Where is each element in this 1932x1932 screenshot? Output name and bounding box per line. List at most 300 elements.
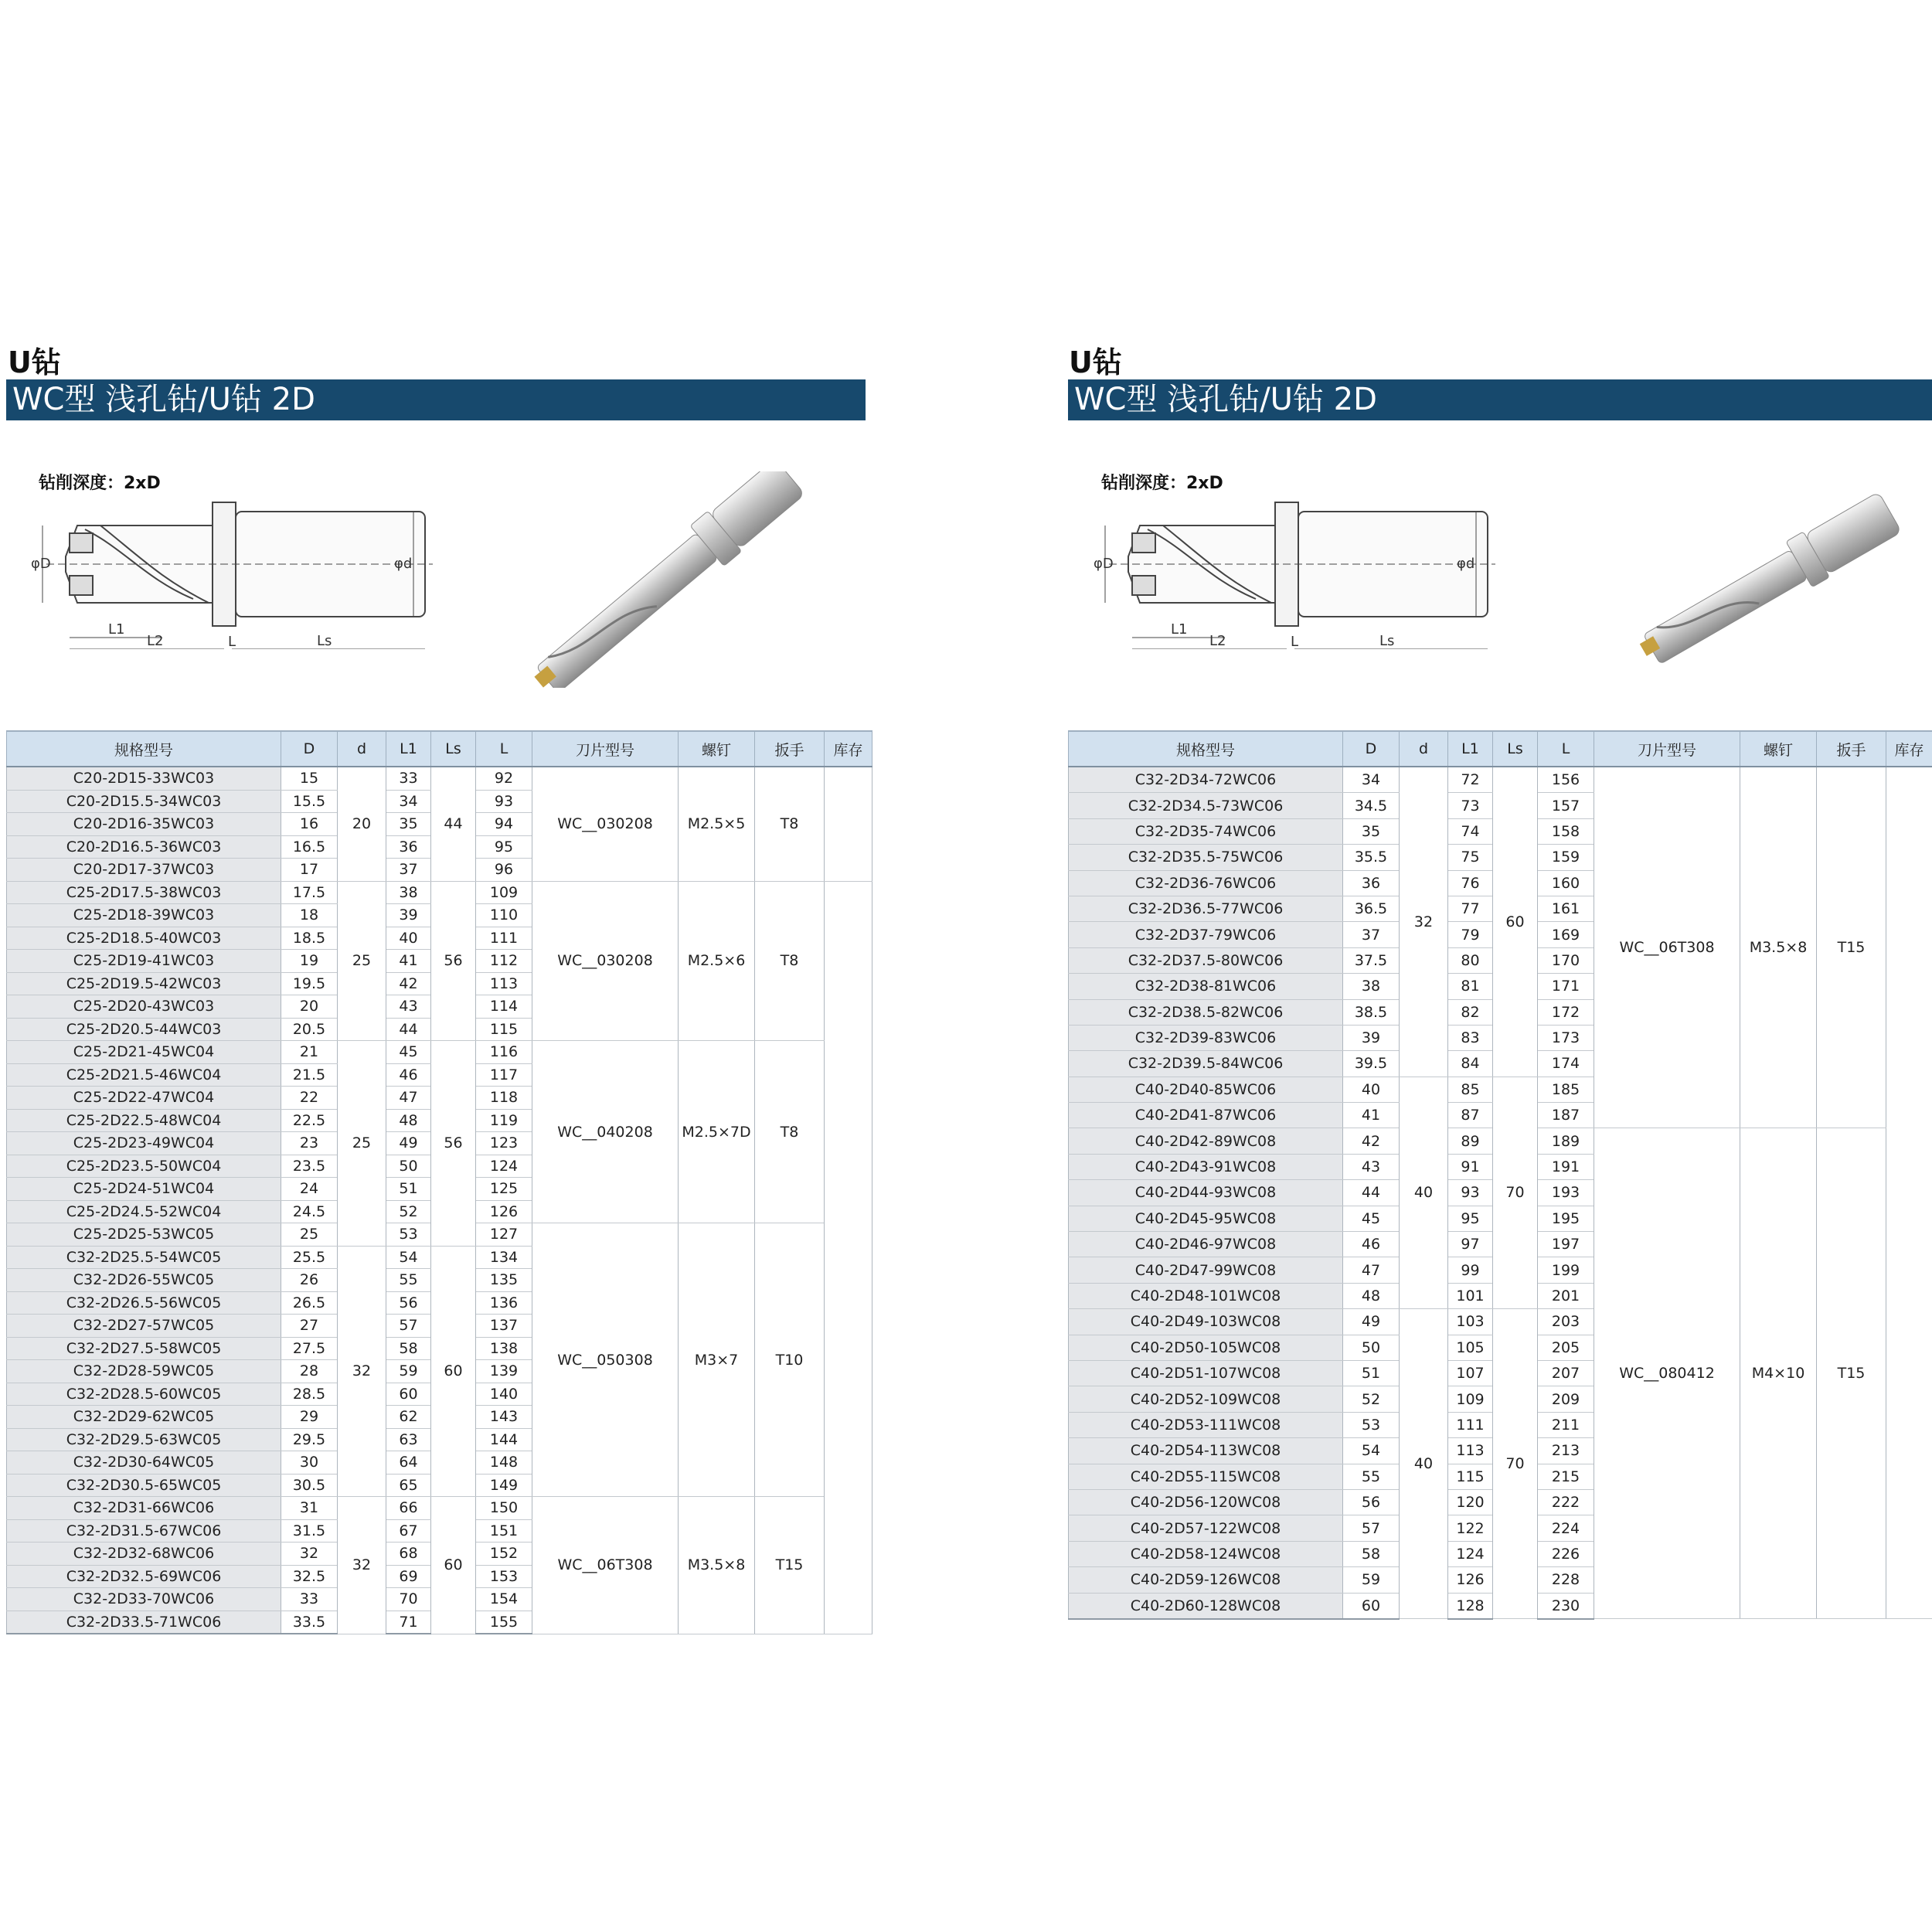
L1-cell: 58 — [386, 1337, 431, 1360]
L1-cell: 60 — [386, 1383, 431, 1406]
phi-D-label: φD — [31, 556, 51, 572]
model-cell: C25-2D21.5-46WC04 — [7, 1063, 281, 1087]
drilling-depth-label: 钻削深度：2xD — [1101, 474, 1223, 493]
phi-D-label: φD — [1094, 556, 1114, 572]
D-cell: 23.5 — [281, 1155, 338, 1178]
L1-cell: 43 — [386, 995, 431, 1019]
D-cell: 38 — [1343, 974, 1400, 999]
L-cell: 144 — [476, 1428, 532, 1451]
model-cell: C40-2D53-111WC08 — [1069, 1412, 1343, 1437]
model-cell: C25-2D20.5-44WC03 — [7, 1018, 281, 1041]
D-cell: 23 — [281, 1132, 338, 1155]
screw-cell: M2.5×6 — [679, 881, 755, 1041]
L1-cell: 62 — [386, 1406, 431, 1429]
L-cell: 157 — [1538, 793, 1594, 818]
phi-d-label: φd — [394, 556, 413, 572]
model-cell: C32-2D33-70WC06 — [7, 1588, 281, 1611]
D-cell: 25 — [281, 1223, 338, 1247]
model-cell: C40-2D46-97WC08 — [1069, 1232, 1343, 1257]
L-cell: 161 — [1538, 896, 1594, 921]
L1-cell: 54 — [386, 1246, 431, 1269]
table-row — [1069, 767, 1932, 793]
phi-d-label: φd — [1457, 556, 1475, 572]
Ls-label: Ls — [1379, 633, 1395, 649]
D-cell: 33.5 — [281, 1611, 338, 1634]
L-cell: 215 — [1538, 1464, 1594, 1489]
model-cell: C40-2D48-101WC08 — [1069, 1283, 1343, 1308]
insert-cell: WC__06T308 — [532, 1497, 679, 1634]
L1-cell: 71 — [386, 1611, 431, 1634]
model-cell: C40-2D52-109WC08 — [1069, 1386, 1343, 1412]
L1-cell: 83 — [1448, 1025, 1493, 1050]
L1-cell: 49 — [386, 1132, 431, 1155]
header-screw: 螺钉 — [1740, 731, 1817, 767]
D-cell: 57 — [1343, 1515, 1400, 1541]
d-cell: 32 — [1400, 767, 1448, 1077]
header-L1: L1 — [1448, 731, 1493, 767]
L1-cell: 33 — [386, 767, 431, 790]
L-cell: 155 — [476, 1611, 532, 1634]
D-cell: 22.5 — [281, 1109, 338, 1132]
L-cell: 125 — [476, 1178, 532, 1201]
L-cell: 96 — [476, 859, 532, 882]
L-cell: 126 — [476, 1200, 532, 1223]
table-row — [7, 1497, 872, 1520]
section-kicker: U钻 — [1069, 345, 1122, 379]
L-cell: 151 — [476, 1519, 532, 1543]
model-cell: C40-2D47-99WC08 — [1069, 1257, 1343, 1283]
insert-cell: WC__050308 — [532, 1223, 679, 1497]
L-cell: 124 — [476, 1155, 532, 1178]
L-cell: 135 — [476, 1269, 532, 1292]
L-cell: 160 — [1538, 870, 1594, 896]
L-cell: 209 — [1538, 1386, 1594, 1412]
D-cell: 36.5 — [1343, 896, 1400, 921]
D-cell: 30.5 — [281, 1474, 338, 1497]
L1-cell: 42 — [386, 972, 431, 995]
model-cell: C32-2D30.5-65WC05 — [7, 1474, 281, 1497]
insert-cell: WC__030208 — [532, 767, 679, 881]
L-cell: 109 — [476, 881, 532, 904]
L1-cell: 47 — [386, 1087, 431, 1110]
L-cell: 172 — [1538, 999, 1594, 1025]
wrench-cell: T10 — [755, 1223, 825, 1497]
wrench-cell: T15 — [1817, 767, 1886, 1128]
header-insert: 刀片型号 — [532, 731, 679, 767]
model-cell: C40-2D42-89WC08 — [1069, 1128, 1343, 1154]
header-Ls: Ls — [1493, 731, 1538, 767]
L1-cell: 55 — [386, 1269, 431, 1292]
D-cell: 28.5 — [281, 1383, 338, 1406]
model-cell: C32-2D32.5-69WC06 — [7, 1565, 281, 1588]
L1-cell: 53 — [386, 1223, 431, 1247]
L1-cell: 89 — [1448, 1128, 1493, 1154]
L1-cell: 77 — [1448, 896, 1493, 921]
D-cell: 17.5 — [281, 881, 338, 904]
L1-cell: 99 — [1448, 1257, 1493, 1283]
D-cell: 34 — [1343, 767, 1400, 793]
model-cell: C25-2D24.5-52WC04 — [7, 1200, 281, 1223]
L-cell: 92 — [476, 767, 532, 790]
header-D: D — [281, 731, 338, 767]
L1-cell: 51 — [386, 1178, 431, 1201]
L1-cell: 76 — [1448, 870, 1493, 896]
D-cell: 45 — [1343, 1206, 1400, 1231]
L1-cell: 107 — [1448, 1360, 1493, 1386]
Ls-cell: 60 — [1493, 767, 1538, 1077]
L-cell: 174 — [1538, 1051, 1594, 1077]
D-cell: 48 — [1343, 1283, 1400, 1308]
drill-dimension-diagram — [31, 495, 440, 649]
table-row — [7, 881, 872, 904]
model-cell: C25-2D20-43WC03 — [7, 995, 281, 1019]
model-cell: C32-2D31-66WC06 — [7, 1497, 281, 1520]
Ls-label: Ls — [317, 633, 332, 649]
model-cell: C40-2D54-113WC08 — [1069, 1438, 1343, 1464]
L-cell: 197 — [1538, 1232, 1594, 1257]
D-cell: 16.5 — [281, 835, 338, 859]
L-cell: 170 — [1538, 947, 1594, 973]
L1-cell: 93 — [1448, 1180, 1493, 1206]
screw-cell: M2.5×5 — [679, 767, 755, 881]
L-cell: 205 — [1538, 1335, 1594, 1360]
model-cell: C32-2D27.5-58WC05 — [7, 1337, 281, 1360]
D-cell: 44 — [1343, 1180, 1400, 1206]
model-cell: C32-2D34-72WC06 — [1069, 767, 1343, 793]
L1-cell: 75 — [1448, 845, 1493, 870]
L-cell: 95 — [476, 835, 532, 859]
model-cell: C32-2D26.5-56WC05 — [7, 1291, 281, 1315]
model-cell: C40-2D50-105WC08 — [1069, 1335, 1343, 1360]
L-cell: 116 — [476, 1041, 532, 1064]
L1-cell: 39 — [386, 904, 431, 927]
L1-cell: 113 — [1448, 1438, 1493, 1464]
model-cell: C32-2D28.5-60WC05 — [7, 1383, 281, 1406]
L1-cell: 91 — [1448, 1154, 1493, 1179]
D-cell: 41 — [1343, 1103, 1400, 1128]
L-label: L — [228, 634, 236, 649]
D-cell: 39.5 — [1343, 1051, 1400, 1077]
model-cell: C32-2D29.5-63WC05 — [7, 1428, 281, 1451]
D-cell: 47 — [1343, 1257, 1400, 1283]
wrench-cell: T8 — [755, 1041, 825, 1223]
L1-cell: 44 — [386, 1018, 431, 1041]
L-cell: 137 — [476, 1315, 532, 1338]
model-cell: C32-2D36.5-77WC06 — [1069, 896, 1343, 921]
L-cell: 115 — [476, 1018, 532, 1041]
model-cell: C32-2D37.5-80WC06 — [1069, 947, 1343, 973]
L-cell: 113 — [476, 972, 532, 995]
L1-cell: 34 — [386, 790, 431, 813]
L-cell: 173 — [1538, 1025, 1594, 1050]
L-cell: 193 — [1538, 1180, 1594, 1206]
L1-cell: 79 — [1448, 922, 1493, 947]
D-cell: 49 — [1343, 1309, 1400, 1335]
D-cell: 27.5 — [281, 1337, 338, 1360]
L-cell: 140 — [476, 1383, 532, 1406]
header-wrench: 扳手 — [755, 731, 825, 767]
D-cell: 27 — [281, 1315, 338, 1338]
model-cell: C25-2D23.5-50WC04 — [7, 1155, 281, 1178]
L-cell: 169 — [1538, 922, 1594, 947]
D-cell: 18.5 — [281, 927, 338, 950]
L-cell: 110 — [476, 904, 532, 927]
D-cell: 43 — [1343, 1154, 1400, 1179]
D-cell: 53 — [1343, 1412, 1400, 1437]
L-cell: 134 — [476, 1246, 532, 1269]
L-cell: 143 — [476, 1406, 532, 1429]
L1-cell: 68 — [386, 1543, 431, 1566]
D-cell: 42 — [1343, 1128, 1400, 1154]
D-cell: 35 — [1343, 818, 1400, 844]
L-cell: 119 — [476, 1109, 532, 1132]
insert-cell: WC__030208 — [532, 881, 679, 1041]
model-cell: C40-2D49-103WC08 — [1069, 1309, 1343, 1335]
L1-cell: 38 — [386, 881, 431, 904]
L-cell: 114 — [476, 995, 532, 1019]
D-cell: 37 — [1343, 922, 1400, 947]
L1-cell: 101 — [1448, 1283, 1493, 1308]
u-drill-photo — [495, 471, 835, 688]
D-cell: 34.5 — [1343, 793, 1400, 818]
stock-cell — [825, 881, 872, 1634]
model-cell: C32-2D38-81WC06 — [1069, 974, 1343, 999]
header-d: d — [338, 731, 386, 767]
D-cell: 15.5 — [281, 790, 338, 813]
L-cell: 153 — [476, 1565, 532, 1588]
D-cell: 16 — [281, 813, 338, 836]
model-cell: C32-2D35-74WC06 — [1069, 818, 1343, 844]
model-cell: C40-2D51-107WC08 — [1069, 1360, 1343, 1386]
screw-cell: M3×7 — [679, 1223, 755, 1497]
L-cell: 152 — [476, 1543, 532, 1566]
L1-cell: 82 — [1448, 999, 1493, 1025]
L1-cell: 48 — [386, 1109, 431, 1132]
model-cell: C25-2D24-51WC04 — [7, 1178, 281, 1201]
model-cell: C25-2D21-45WC04 — [7, 1041, 281, 1064]
model-cell: C32-2D25.5-54WC05 — [7, 1246, 281, 1269]
D-cell: 19.5 — [281, 972, 338, 995]
L-cell: 187 — [1538, 1103, 1594, 1128]
D-cell: 35.5 — [1343, 845, 1400, 870]
model-cell: C40-2D45-95WC08 — [1069, 1206, 1343, 1231]
L1-cell: 65 — [386, 1474, 431, 1497]
D-cell: 19 — [281, 950, 338, 973]
model-cell: C20-2D16-35WC03 — [7, 813, 281, 836]
L-cell: 149 — [476, 1474, 532, 1497]
header-Ls: Ls — [431, 731, 476, 767]
D-cell: 51 — [1343, 1360, 1400, 1386]
D-cell: 60 — [1343, 1593, 1400, 1619]
L-cell: 139 — [476, 1360, 532, 1383]
catalog-page-right — [966, 0, 1932, 1932]
model-cell: C20-2D15-33WC03 — [7, 767, 281, 790]
model-cell: C32-2D28-59WC05 — [7, 1360, 281, 1383]
header-D: D — [1343, 731, 1400, 767]
L1-cell: 40 — [386, 927, 431, 950]
L1-cell: 57 — [386, 1315, 431, 1338]
Ls-cell: 60 — [431, 1497, 476, 1634]
L-cell: 111 — [476, 927, 532, 950]
L-cell: 117 — [476, 1063, 532, 1087]
L1-cell: 56 — [386, 1291, 431, 1315]
L-cell: 201 — [1538, 1283, 1594, 1308]
L-cell: 191 — [1538, 1154, 1594, 1179]
L-cell: 138 — [476, 1337, 532, 1360]
L2-label: L2 — [1209, 633, 1226, 649]
stock-cell — [825, 767, 872, 881]
model-cell: C25-2D18.5-40WC03 — [7, 927, 281, 950]
model-cell: C32-2D29-62WC05 — [7, 1406, 281, 1429]
section-title-bar: WC型 浅孔钻/U钻 2D — [6, 379, 866, 420]
section-title-bar: WC型 浅孔钻/U钻 2D — [1068, 379, 1932, 420]
D-cell: 46 — [1343, 1232, 1400, 1257]
D-cell: 29 — [281, 1406, 338, 1429]
model-cell: C20-2D17-37WC03 — [7, 859, 281, 882]
L1-cell: 95 — [1448, 1206, 1493, 1231]
D-cell: 39 — [1343, 1025, 1400, 1050]
model-cell: C40-2D55-115WC08 — [1069, 1464, 1343, 1489]
D-cell: 20 — [281, 995, 338, 1019]
L1-cell: 80 — [1448, 947, 1493, 973]
header-insert: 刀片型号 — [1594, 731, 1740, 767]
L-cell: 154 — [476, 1588, 532, 1611]
Ls-cell: 56 — [431, 881, 476, 1041]
L1-cell: 46 — [386, 1063, 431, 1087]
wrench-cell: T15 — [1817, 1128, 1886, 1619]
L1-cell: 74 — [1448, 818, 1493, 844]
D-cell: 58 — [1343, 1541, 1400, 1566]
D-cell: 25.5 — [281, 1246, 338, 1269]
model-cell: C25-2D17.5-38WC03 — [7, 881, 281, 904]
screw-cell: M3.5×8 — [1740, 767, 1817, 1128]
D-cell: 31 — [281, 1497, 338, 1520]
wrench-cell: T8 — [755, 767, 825, 881]
D-cell: 15 — [281, 767, 338, 790]
L1-cell: 109 — [1448, 1386, 1493, 1412]
spec-table-left — [6, 730, 872, 1634]
model-cell: C32-2D39-83WC06 — [1069, 1025, 1343, 1050]
model-cell: C32-2D26-55WC05 — [7, 1269, 281, 1292]
L1-cell: 66 — [386, 1497, 431, 1520]
L-cell: 123 — [476, 1132, 532, 1155]
D-cell: 18 — [281, 904, 338, 927]
L-cell: 189 — [1538, 1128, 1594, 1154]
drill-dimension-diagram — [1094, 495, 1503, 649]
L-cell: 195 — [1538, 1206, 1594, 1231]
D-cell: 28 — [281, 1360, 338, 1383]
L-cell: 171 — [1538, 974, 1594, 999]
D-cell: 20.5 — [281, 1018, 338, 1041]
L1-cell: 52 — [386, 1200, 431, 1223]
insert-cell: WC__06T308 — [1594, 767, 1740, 1128]
D-cell: 36 — [1343, 870, 1400, 896]
L-cell: 203 — [1538, 1309, 1594, 1335]
D-cell: 33 — [281, 1588, 338, 1611]
section-kicker: U钻 — [8, 345, 61, 379]
D-cell: 24 — [281, 1178, 338, 1201]
header-L: L — [476, 731, 532, 767]
insert-cell: WC__040208 — [532, 1041, 679, 1223]
header-stock: 库存 — [825, 731, 872, 767]
L1-cell: 37 — [386, 859, 431, 882]
screw-cell: M2.5×7D — [679, 1041, 755, 1223]
D-cell: 59 — [1343, 1567, 1400, 1593]
L-cell: 226 — [1538, 1541, 1594, 1566]
d-cell: 25 — [338, 1041, 386, 1247]
stock-cell — [1886, 767, 1932, 1619]
L1-label: L1 — [1171, 621, 1188, 638]
L2-label: L2 — [147, 633, 164, 649]
D-cell: 24.5 — [281, 1200, 338, 1223]
D-cell: 29.5 — [281, 1428, 338, 1451]
d-cell: 32 — [338, 1497, 386, 1634]
L-label: L — [1291, 634, 1299, 649]
L1-cell: 122 — [1448, 1515, 1493, 1541]
L1-cell: 128 — [1448, 1593, 1493, 1619]
model-cell: C40-2D41-87WC06 — [1069, 1103, 1343, 1128]
model-cell: C32-2D32-68WC06 — [7, 1543, 281, 1566]
header-model: 规格型号 — [7, 731, 281, 767]
L-cell: 112 — [476, 950, 532, 973]
D-cell: 32.5 — [281, 1565, 338, 1588]
model-cell: C40-2D57-122WC08 — [1069, 1515, 1343, 1541]
header-L1: L1 — [386, 731, 431, 767]
insert-cell: WC__080412 — [1594, 1128, 1740, 1619]
L1-cell: 97 — [1448, 1232, 1493, 1257]
table-row — [7, 767, 872, 790]
L1-label: L1 — [108, 621, 125, 638]
L-cell: 230 — [1538, 1593, 1594, 1619]
D-cell: 37.5 — [1343, 947, 1400, 973]
model-cell: C25-2D22-47WC04 — [7, 1087, 281, 1110]
L1-cell: 85 — [1448, 1077, 1493, 1102]
D-cell: 30 — [281, 1451, 338, 1475]
L-cell: 228 — [1538, 1567, 1594, 1593]
model-cell: C40-2D56-120WC08 — [1069, 1489, 1343, 1515]
model-cell: C32-2D34.5-73WC06 — [1069, 793, 1343, 818]
L-cell: 207 — [1538, 1360, 1594, 1386]
model-cell: C32-2D27-57WC05 — [7, 1315, 281, 1338]
model-cell: C25-2D22.5-48WC04 — [7, 1109, 281, 1132]
L-cell: 148 — [476, 1451, 532, 1475]
D-cell: 55 — [1343, 1464, 1400, 1489]
L1-cell: 120 — [1448, 1489, 1493, 1515]
model-cell: C32-2D38.5-82WC06 — [1069, 999, 1343, 1025]
model-cell: C32-2D35.5-75WC06 — [1069, 845, 1343, 870]
L-cell: 158 — [1538, 818, 1594, 844]
wrench-cell: T8 — [755, 881, 825, 1041]
d-cell: 32 — [338, 1246, 386, 1497]
L1-cell: 105 — [1448, 1335, 1493, 1360]
L1-cell: 73 — [1448, 793, 1493, 818]
d-cell: 25 — [338, 881, 386, 1041]
spec-table-right — [1068, 730, 1932, 1620]
model-cell: C40-2D40-85WC06 — [1069, 1077, 1343, 1102]
L-cell: 118 — [476, 1087, 532, 1110]
L1-cell: 67 — [386, 1519, 431, 1543]
L1-cell: 69 — [386, 1565, 431, 1588]
L1-cell: 81 — [1448, 974, 1493, 999]
D-cell: 31.5 — [281, 1519, 338, 1543]
L1-cell: 115 — [1448, 1464, 1493, 1489]
L1-cell: 50 — [386, 1155, 431, 1178]
header-L: L — [1538, 731, 1594, 767]
L1-cell: 41 — [386, 950, 431, 973]
model-cell: C25-2D19.5-42WC03 — [7, 972, 281, 995]
L-cell: 136 — [476, 1291, 532, 1315]
model-cell: C20-2D16.5-36WC03 — [7, 835, 281, 859]
